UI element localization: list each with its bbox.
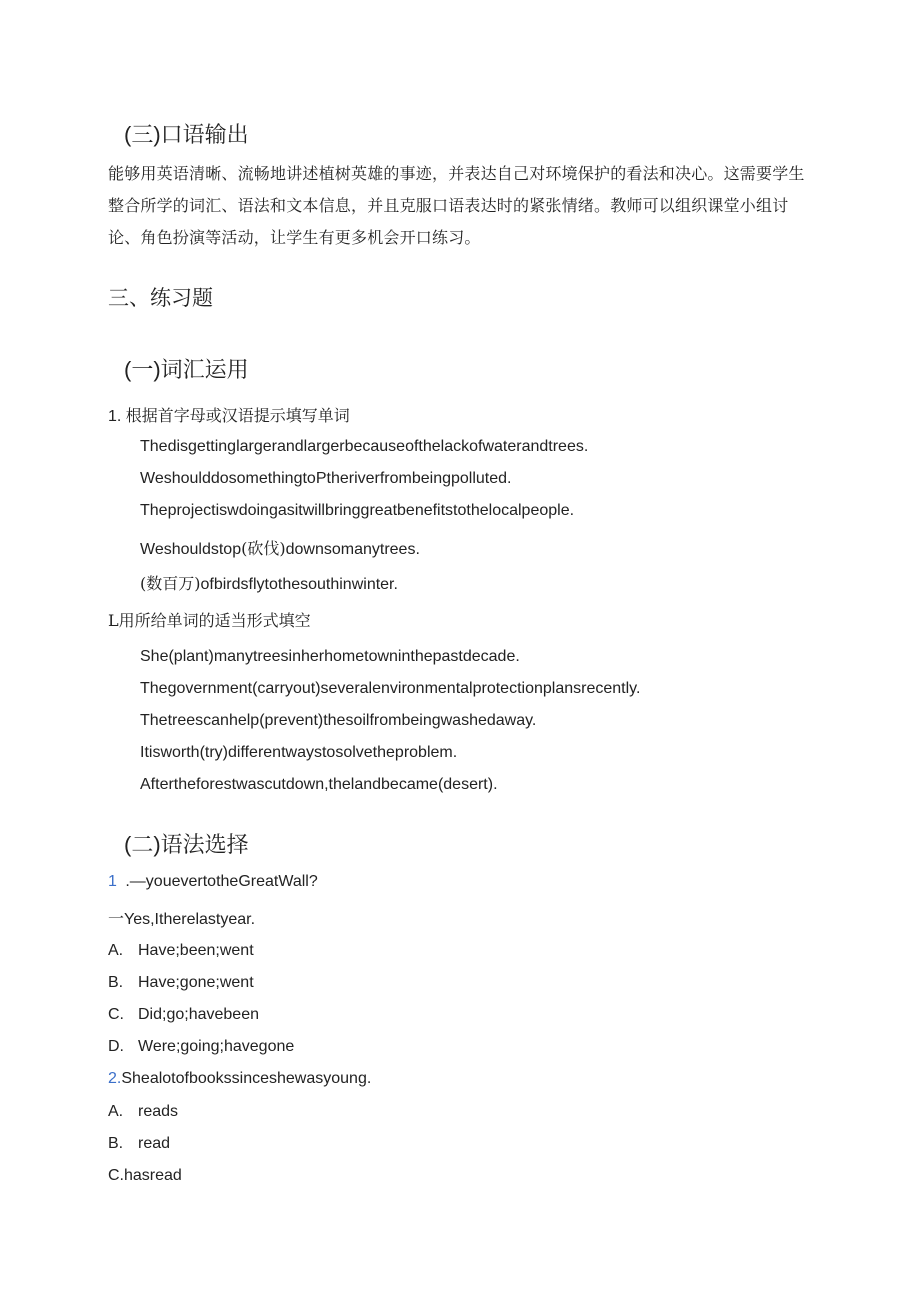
question-answer-line: 一Yes,Itherelastyear. (108, 911, 256, 928)
option-text: Have;been;went (138, 942, 254, 959)
option-text: Did;go;havebeen (138, 1006, 259, 1023)
vocab-item: Itisworth(try)differentwaystosolvetheproblem. (140, 744, 458, 761)
option-text: C.hasread (108, 1167, 182, 1184)
vocab-part2-title: L用所给单词的适当形式填空 (108, 611, 311, 630)
option-letter: A. (108, 942, 124, 959)
option-row (108, 1103, 178, 1121)
vocab-item: WeshoulddosomethingtoPtheriverfrombeingpolluted. (140, 470, 512, 487)
vocab-item: Thegovernment(carryout)severalenvironmentalprotectionplansrecently. (140, 680, 641, 697)
section-heading-exercises: 三、练习题 (108, 287, 213, 310)
option-text: reads (138, 1103, 179, 1120)
vocab-item-hint: (数百万) (140, 574, 201, 593)
section-heading-oral-output: (三)口语输出 (124, 122, 249, 147)
option-row (108, 1167, 182, 1185)
subsection-heading-vocab: (一)词汇运用 (124, 357, 249, 382)
oral-output-paragraph: 能够用英语清晰、流畅地讲述植树英雄的事迹，并表达自己对环境保护的看法和决心。这需要学生整合所学的词汇、语法和文本信息，并且克服口语表达时的紧张情绪。教师可以组织课堂小组讨论、角色扮演等活动，让学生有更多机会开口练习。 (108, 164, 805, 247)
vocab-item-text: Weshouldstop (140, 541, 242, 558)
vocab-item-hint: (砍伐) (241, 539, 286, 558)
vocab-item: Thedisgettinglargerandlargerbecauseofthelackofwaterandtrees. (140, 438, 589, 455)
subsection-heading-grammar: (二)语法选择 (124, 832, 249, 857)
question-text: Shealotofbookssinceshewasyoung. (121, 1070, 372, 1087)
option-row (108, 942, 254, 960)
option-letter: D. (108, 1038, 124, 1055)
option-letter: A. (108, 1103, 124, 1120)
question-text: .—youevertotheGreatWall? (125, 873, 318, 890)
grammar-question (108, 873, 318, 891)
question-number: 2. (108, 1070, 122, 1087)
option-text: Were;going;havegone (138, 1038, 295, 1055)
vocab-item: Thetreescanhelp(prevent)thesoilfrombeingwashedaway. (140, 712, 537, 729)
vocab-item-text: ofbirdsflytothesouthinwinter. (200, 576, 398, 593)
grammar-question (108, 1070, 371, 1088)
option-letter: C. (108, 1006, 124, 1023)
option-text: Have;gone;went (138, 974, 254, 991)
vocab-item-text: downsomanytrees. (285, 541, 420, 558)
vocab-part1-title: 1. 根据首字母或汉语提示填写单词 (108, 408, 350, 425)
vocab-item (140, 571, 398, 594)
vocab-item: She(plant)manytreesinherhometowninthepastdecade. (140, 648, 520, 665)
vocab-item: Theprojectiswdoingasitwillbringgreatbenefitstothelocalpeople. (140, 502, 575, 519)
question-number: 1 (108, 873, 117, 890)
option-row (108, 1006, 259, 1024)
option-row (108, 1038, 294, 1056)
option-text: read (138, 1135, 171, 1152)
option-letter: B. (108, 1135, 124, 1152)
vocab-item: Aftertheforestwascutdown,thelandbecame(desert). (140, 776, 498, 793)
vocab-item (140, 536, 420, 559)
option-letter: B. (108, 974, 124, 991)
option-row (108, 974, 254, 992)
option-row (108, 1135, 170, 1153)
